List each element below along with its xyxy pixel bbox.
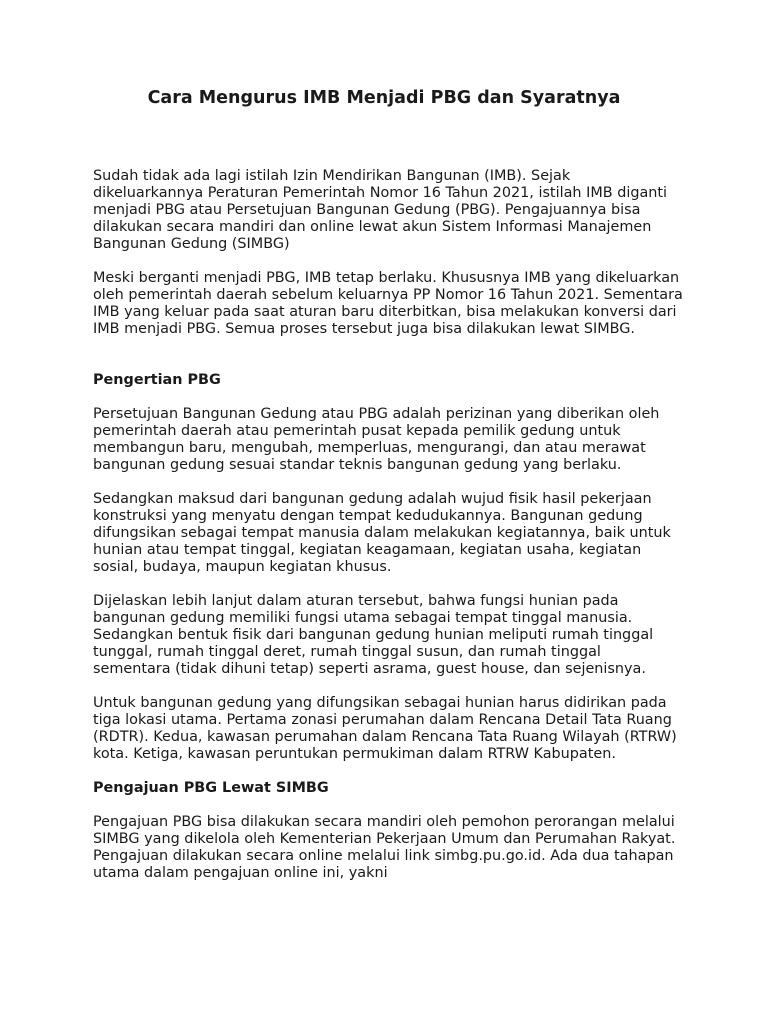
intro-paragraph: Sudah tidak ada lagi istilah Izin Mendirikan Bangunan (IMB). Sejak dikeluarkannya Peraturan Pemerintah Nomor 16 Tahun 2021, istilah IMB diganti menjadi PBG atau Persetujuan Bangunan Gedung (PBG). Pengajuannya bisa dilakukan secara mandiri dan online lewat akun Sistem Informasi Manajemen Bangunan Gedung (SIMBG) [93, 168, 668, 252]
section-paragraph: Sedangkan maksud dari bangunan gedung adalah wujud fisik hasil pekerjaan konstruksi yang menyatu dengan tempat kedudukannya. Bangunan gedung difungsikan sebagai tempat manusia dalam melakukan kegiatannya, baik untuk hunian atau tempat tinggal, kegiatan keagamaan, kegiatan usaha, kegiatan sosial, budaya, maupun kegiatan khusus. [93, 491, 671, 575]
section-paragraph: Pengajuan PBG bisa dilakukan secara mandiri oleh pemohon perorangan melalui SIMBG yang dikelola oleh Kementerian Pekerjaan Umum dan Perumahan Rakyat. Pengajuan dilakukan secara online melalui link simbg.pu.go.id. Ada dua tahapan utama dalam pengajuan online ini, yakni [93, 814, 676, 881]
section-heading-pengertian-pbg: Pengertian PBG [93, 372, 221, 388]
section-heading-pengajuan-pbg: Pengajuan PBG Lewat SIMBG [93, 780, 329, 796]
document-title: Cara Mengurus IMB Menjadi PBG dan Syaratnya [147, 88, 621, 108]
section-paragraph: Untuk bangunan gedung yang difungsikan sebagai hunian harus didirikan pada tiga lokasi utama. Pertama zonasi perumahan dalam Rencana Detail Tata Ruang (RDTR). Kedua, kawasan perumahan dalam Rencana Tata Ruang Wilayah (RTRW) kota. Ketiga, kawasan peruntukan permukiman dalam RTRW Kabupaten. [93, 695, 677, 762]
section-paragraph: Persetujuan Bangunan Gedung atau PBG adalah perizinan yang diberikan oleh pemerintah daerah atau pemerintah pusat kepada pemilik gedung untuk membangun baru, mengubah, memperluas, mengurangi, dan atau merawat bangunan gedung sesuai standar teknis bangunan gedung yang berlaku. [93, 406, 660, 473]
document-body [93, 168, 683, 899]
section-paragraph: Dijelaskan lebih lanjut dalam aturan tersebut, bahwa fungsi hunian pada bangunan gedung memiliki fungsi utama sebagai tempat tinggal manusia. Sedangkan bentuk fisik dari bangunan gedung hunian meliputi rumah tinggal tunggal, rumah tinggal deret, rumah tinggal susun, dan rumah tinggal sementara (tidak dihuni tetap) seperti asrama, guest house, dan sejenisnya. [93, 593, 654, 677]
intro-paragraph: Meski berganti menjadi PBG, IMB tetap berlaku. Khususnya IMB yang dikeluarkan oleh pemerintah daerah sebelum keluarnya PP Nomor 16 Tahun 2021. Sementara IMB yang keluar pada saat aturan baru diterbitkan, bisa melakukan konversi dari IMB menjadi PBG. Semua proses tersebut juga bisa dilakukan lewat SIMBG. [93, 270, 683, 337]
